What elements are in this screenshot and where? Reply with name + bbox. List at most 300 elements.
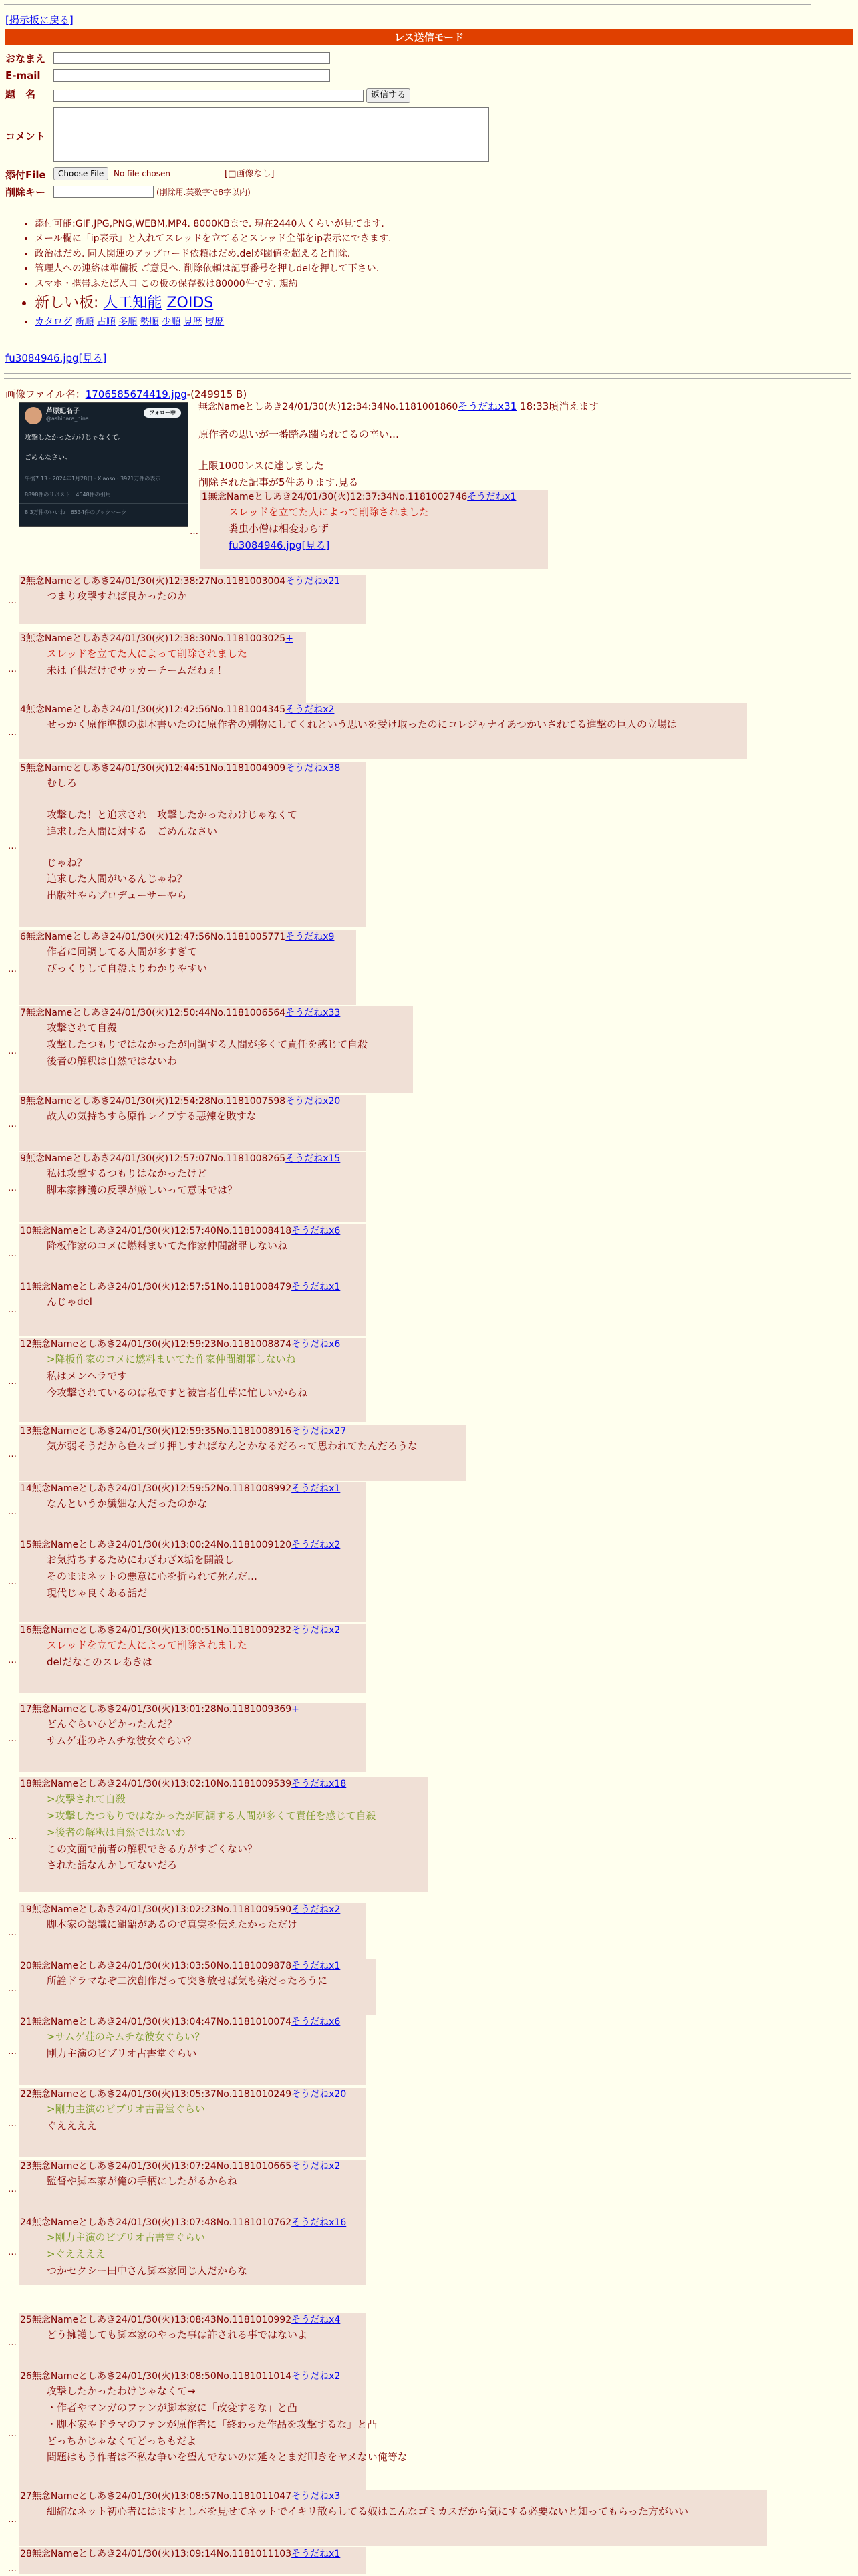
post-meta: 無念Nameとしあき24/01/30(火)13:08:43No.1181010992: [31, 2315, 292, 2325]
post-header: [20, 575, 355, 588]
body-line: 故人の気持ちすら原作レイプする悪辣を敗すな: [47, 1110, 257, 1123]
comment-label: コメント: [5, 130, 46, 142]
post-number: 13: [20, 1426, 32, 1437]
post-header: [20, 2015, 355, 2029]
post-meta: 無念Nameとしあき24/01/30(火)13:09:14No.1181011103: [31, 2549, 292, 2559]
body-line: サムゲ荘のキムチな彼女ぐらい？: [47, 1735, 196, 1747]
sodane-link[interactable]: そうだねx38: [285, 763, 341, 774]
reply-post: [19, 2370, 408, 2495]
post-number: 2: [20, 576, 26, 587]
post-dots: …: [8, 1984, 17, 1994]
body-line: お気持ちするためにわざわざX垢を開設し: [47, 1554, 235, 1566]
sodane-link[interactable]: そうだねx6: [291, 1339, 341, 1350]
post-dots: …: [8, 1832, 17, 1842]
reply-post: [19, 1959, 376, 2015]
post-dots: …: [8, 2429, 17, 2439]
post-meta: 無念Nameとしあき24/01/30(火)12:38:27No.1181003004: [25, 576, 286, 587]
post-body: [20, 1294, 355, 1310]
body-line: 攻撃した！と追求され 攻撃したかったわけじゃなくて: [47, 809, 298, 821]
file-label: 添付File: [5, 169, 46, 181]
sodane-link[interactable]: そうだねx16: [291, 2217, 347, 2228]
body-line: 細縮なネット初心者にはますとし本を見せてネットでイキリ散らしてる奴はこんなゴミカスだから気にする必要ないと知ってもらった方がいい: [47, 2505, 689, 2518]
sodane-link[interactable]: そうだねx9: [285, 932, 335, 942]
post-dots: …: [8, 2047, 17, 2057]
email-label: E-mail: [5, 69, 41, 82]
reply-post: [19, 1006, 413, 1093]
post-header: [20, 2088, 355, 2101]
post-dots: …: [8, 964, 17, 974]
post-body: [20, 1495, 355, 1512]
post-meta: 無念Nameとしあき24/01/30(火)12:54:28No.1181007598: [25, 1096, 286, 1107]
post-body: [20, 1791, 417, 1874]
reply-post: [200, 490, 548, 569]
sodane-link[interactable]: そうだねx2: [291, 2161, 341, 2172]
thumb-name: 芦原妃名子: [46, 408, 80, 415]
post-number: 25: [20, 2315, 32, 2325]
post-dots: …: [8, 1183, 17, 1193]
post-header: [20, 1959, 366, 1973]
post-meta: 無念Nameとしあき24/01/30(火)12:42:56No.1181004345: [25, 704, 286, 715]
op-image-link[interactable]: 1706585674419.jpg: [85, 388, 187, 400]
body-line: 監督や脚本家が俺の手柄にしたがるからね: [47, 2175, 238, 2188]
reply-post: [19, 1903, 366, 1959]
post-body: [20, 2229, 355, 2279]
post-meta: 無念Nameとしあき24/01/30(火)13:07:24No.1181010665: [31, 2161, 292, 2172]
post-number: 22: [20, 2089, 32, 2100]
follow-badge: フォロー中: [144, 408, 181, 418]
post-dots: …: [8, 1377, 17, 1387]
body-line: 出版社やらプロデューサーやら: [47, 889, 187, 902]
body-line: んじゃdel: [47, 1296, 92, 1308]
body-line: 今攻撃されているのは私ですと被害者仕草に忙しいからね: [47, 1386, 308, 1399]
body-line: せっかく原作準拠の脚本書いたのに原作者の別物にしてくれという思いを受け取ったのにコレジャナイあつかいされてる進撃の巨人の立場は: [47, 718, 677, 731]
thumb-divider: [19, 503, 188, 504]
sodane-link[interactable]: そうだねx31: [458, 400, 517, 412]
catalog-links: [35, 315, 391, 329]
post-body: [20, 1716, 355, 1749]
post-dots: …: [8, 1577, 17, 1587]
sodane-link[interactable]: そうだねx27: [291, 1426, 347, 1437]
post-meta: 無念Nameとしあき24/01/30(火)12:59:23No.1181008874: [31, 1339, 292, 1350]
catalog-link[interactable]: 新順: [75, 317, 94, 328]
post-header: [20, 2160, 355, 2173]
post-meta: 無念Nameとしあき24/01/30(火)12:59:52No.1181008992: [31, 1483, 292, 1494]
op-body: [198, 426, 399, 490]
reply-post: [19, 1482, 366, 1538]
expire-text: 18:33頃消えます: [520, 400, 599, 412]
post-number: 28: [20, 2549, 32, 2559]
post-header: [20, 1624, 355, 1637]
reply-post: [19, 1280, 366, 1336]
post-dots: …: [8, 2515, 17, 2525]
sodane-link[interactable]: +: [285, 633, 293, 644]
post-number: 15: [20, 1540, 32, 1550]
body-line: 後者の解釈は自然ではないわ: [47, 1054, 178, 1067]
thumb-line: ごめんなさい。: [25, 454, 72, 462]
post-body: [20, 1637, 355, 1671]
post-body: [20, 1108, 355, 1125]
body-line: 糞虫小僧は相変わらず: [229, 523, 329, 535]
divider: [4, 373, 851, 374]
post-header: [20, 2547, 355, 2561]
body-line: 剛力主演のビブリオ古書堂ぐらい: [47, 2047, 197, 2060]
new-board: [35, 291, 391, 315]
sodane-link[interactable]: そうだねx1: [291, 1483, 341, 1494]
sodane-link[interactable]: そうだねx15: [285, 1153, 341, 1164]
post-number: 9: [20, 1153, 26, 1164]
board-link[interactable]: 人工知能: [103, 294, 162, 311]
body-line: ぐええええ: [47, 2120, 98, 2132]
post-header: [20, 762, 355, 775]
avatar: [25, 407, 42, 424]
post-body: [20, 2029, 355, 2062]
post-header: [20, 1538, 355, 1552]
post-header: [20, 703, 736, 716]
op-header: [198, 400, 599, 414]
reply-post: [19, 1224, 366, 1280]
catalog-link[interactable]: 見歴: [183, 317, 202, 328]
body-line: どっちかじゃなくてどっちもだよ: [47, 2434, 197, 2447]
post-header: [20, 1006, 402, 1020]
post-header: [20, 1703, 355, 1716]
body-line: 脚本家の認識に齟齬があるので真実を伝えたかっただけ: [47, 1918, 298, 1931]
post-number: 26: [20, 2371, 32, 2382]
post-header: [20, 632, 295, 646]
name-input[interactable]: [53, 52, 330, 64]
post-body: [20, 2327, 355, 2343]
reply-post: [19, 632, 306, 703]
reply-post: [19, 2015, 366, 2085]
post-meta: 無念Nameとしあき24/01/30(火)12:38:30No.1181003025: [25, 633, 286, 644]
post-dots: …: [190, 527, 198, 537]
post-body: [20, 2503, 756, 2520]
post-dots: …: [8, 2184, 17, 2194]
post-meta: 無念Nameとしあき24/01/30(火)13:00:24No.1181009120: [31, 1540, 292, 1550]
op-line: 上限1000レスに達しました: [198, 459, 324, 472]
post-header: [20, 2370, 355, 2383]
mode-title-bar: レス送信モード: [5, 29, 853, 45]
post-meta: 無念Nameとしあき24/01/30(火)12:44:51No.1181004909: [25, 763, 286, 774]
post-header: [20, 1152, 355, 1165]
post-body: [20, 646, 295, 679]
sodane-link[interactable]: そうだねx1: [291, 2549, 341, 2559]
comment-textarea[interactable]: [53, 107, 489, 162]
op-thumbnail[interactable]: [19, 402, 188, 527]
post-number: 10: [20, 1226, 32, 1236]
post-meta: 無念Nameとしあき24/01/30(火)12:59:35No.1181008916: [31, 1426, 292, 1437]
post-dots: …: [8, 664, 17, 674]
post-header: [20, 1224, 355, 1238]
quote-line: >降板作家のコメに燃料まいてた作家仲間謝罪しないね: [47, 1353, 296, 1366]
quote-line: >ぐええええ: [47, 2248, 106, 2261]
post-dots: …: [8, 1928, 17, 1938]
reply-post: [19, 1624, 366, 1693]
sodane-link[interactable]: そうだねx33: [285, 1008, 341, 1018]
body-line: どう擁護しても脚本家のやった事は許される事ではないよ: [47, 2329, 308, 2341]
quote-line: >剛力主演のビブリオ古書堂ぐらい: [47, 2103, 205, 2116]
post-header: [20, 1482, 355, 1495]
post-meta: 無念Nameとしあき24/01/30(火)13:08:57No.1181011047: [31, 2491, 292, 2502]
post-body: [20, 1438, 456, 1455]
post-meta: 無念Nameとしあき24/01/30(火)13:03:50No.1181009878: [31, 1961, 292, 1971]
note-item: • 添付可能:GIF,JPG,PNG,WEBM,MP4. 8000KBまで. 現在2440人くらいが見てます.: [35, 217, 391, 231]
body-line: 私はメンヘラです: [47, 1370, 128, 1383]
post-header: [202, 490, 537, 504]
post-header: [20, 930, 345, 944]
reply-post: [19, 575, 366, 624]
reply-post: [19, 1338, 366, 1422]
body-line: つまり攻撃すれば良かったのか: [47, 590, 188, 603]
op-line: [198, 443, 399, 458]
post-meta: 無念Nameとしあき24/01/30(火)12:37:34No.1181002746: [207, 492, 468, 503]
body-line: 脚本家擁護の反撃が厳しいって意味では？: [47, 1184, 238, 1197]
sodane-link[interactable]: そうだねx21: [285, 576, 341, 587]
post-dots: …: [8, 841, 17, 851]
body-line: 作者に同調してる人間が多すぎて: [47, 946, 198, 958]
post-number: 17: [20, 1704, 32, 1715]
delkey-input[interactable]: [53, 186, 154, 198]
new-board-label: 新しい板:: [35, 294, 99, 311]
quote-line: >後者の解釈は自然ではないわ: [47, 1826, 186, 1838]
post-body: [20, 716, 736, 733]
body-line: じゃね？: [47, 856, 88, 869]
email-input[interactable]: [53, 69, 330, 82]
catalog-link[interactable]: 古順: [96, 317, 116, 328]
sodane-link[interactable]: そうだねx20: [285, 1096, 341, 1107]
post-meta: 無念Nameとしあき24/01/30(火)13:05:37No.1181010249: [31, 2089, 292, 2100]
post-number: 3: [20, 633, 26, 644]
sodane-link[interactable]: そうだねx3: [291, 2491, 341, 2502]
post-meta: 無念Nameとしあき24/01/30(火)13:07:48No.1181010762: [31, 2217, 292, 2228]
body-line: 問題はもう作者は不私な争いを望んでないのに延々とまだ叩きをヤメない俺等な: [47, 2451, 408, 2464]
post-body: [20, 1973, 366, 1989]
post-meta: 無念Nameとしあき24/01/30(火)12:47:56No.1181005771: [25, 932, 286, 942]
body-line: 追求した人間に対する ごめんなさい: [47, 825, 218, 837]
post-dots: …: [8, 1305, 17, 1315]
reply-post: [19, 2490, 767, 2546]
post-body: [20, 2101, 355, 2134]
post-dots: …: [8, 1046, 17, 1056]
post-header: [20, 1338, 355, 1351]
post-header: [20, 1095, 355, 1108]
reply-post: [19, 703, 747, 759]
post-number: 23: [20, 2161, 32, 2172]
post-number: 4: [20, 704, 26, 715]
no-image-checkbox[interactable]: [□画像なし]: [225, 169, 275, 179]
choose-file-button[interactable]: Choose File: [53, 167, 108, 180]
reply-post: [19, 1777, 428, 1892]
post-dots: …: [8, 1655, 17, 1665]
post-body: [20, 1165, 355, 1199]
reply-post: [19, 1425, 466, 1481]
body-line: 未は子供だけでサッカーチームだねぇ！: [47, 664, 227, 677]
body-line: 攻撃されて自殺: [47, 1022, 118, 1034]
post-header: [20, 1280, 355, 1294]
post-dots: …: [8, 2338, 17, 2348]
back-link[interactable]: [掲示板に戻る]: [5, 14, 74, 26]
sodane-link[interactable]: そうだねx1: [467, 492, 517, 503]
op-line: 削除された記事が5件あります.見る: [198, 476, 359, 488]
deleted-notice: スレッドを立てた人によって削除されました: [47, 1639, 247, 1652]
post-body: [20, 1552, 355, 1601]
post-number: 11: [20, 1282, 32, 1292]
deleted-notice: スレッドを立てた人によって削除されました: [47, 648, 247, 660]
sodane-link[interactable]: そうだねx2: [291, 2371, 341, 2382]
reply-post: [19, 2313, 366, 2370]
post-dots: …: [8, 2119, 17, 2129]
post-number: 20: [20, 1961, 32, 1971]
post-body: [20, 944, 345, 977]
deleted-notice: スレッドを立てた人によって削除されました: [229, 506, 429, 519]
subject-input[interactable]: [53, 90, 364, 102]
post-dots: …: [8, 596, 17, 606]
body-line: 私は攻撃するつもりはなかったけど: [47, 1167, 207, 1180]
reply-post: [19, 2088, 366, 2157]
note-item: • スマホ・携帯ふたば入口 この板の保存数は80000件です. 規約: [35, 277, 391, 291]
catalog-link[interactable]: カタログ: [35, 317, 72, 328]
post-body: [20, 1238, 355, 1254]
thumb-stats: 8898件のリポスト 4548件の引用: [25, 492, 111, 498]
reply-post: [19, 1095, 366, 1151]
sodane-link[interactable]: そうだねx2: [291, 1625, 341, 1636]
sodane-link[interactable]: +: [291, 1704, 299, 1715]
note-item: • 政治はだめ. 同人関連のアップロード依頼はだめ.delが閾値を超えると削除.: [35, 247, 391, 261]
post-number: 24: [20, 2217, 32, 2228]
sodane-link[interactable]: そうだねx4: [291, 2315, 341, 2325]
op-image-label: 画像ファイル名：: [5, 388, 86, 400]
body-line: 追求した人間がいるんじゃね？: [47, 873, 188, 885]
post-body: [20, 1916, 355, 1933]
sodane-link[interactable]: そうだねx6: [291, 2017, 341, 2027]
post-meta: 無念Nameとしあき24/01/30(火)13:00:51No.1181009232: [31, 1625, 292, 1636]
body-line: delだなこのスレあきは: [47, 1656, 152, 1669]
post-dots: …: [8, 1507, 17, 1517]
sodane-link[interactable]: そうだねx1: [291, 1282, 341, 1292]
reply-post: [19, 1538, 366, 1622]
post-dots: …: [8, 728, 17, 738]
subject-label: 題 名: [5, 88, 36, 100]
post-number: 1: [202, 492, 208, 503]
note-item: • メール欄に「ip表示」と入れてスレッドを立てるとスレッド全部をip表示にできます.: [35, 231, 391, 246]
reply-post: [19, 2547, 366, 2574]
post-dots: …: [8, 1249, 17, 1259]
body-line: 現代じゃ良くある話だ: [47, 1586, 148, 1599]
top-divider: [4, 4, 811, 5]
sodane-link[interactable]: そうだねx20: [291, 2089, 347, 2100]
sodane-link[interactable]: そうだねx2: [291, 1904, 341, 1915]
reply-post: [19, 762, 366, 927]
post-dots: …: [8, 2564, 17, 2574]
file-status: No file chosen: [114, 169, 171, 178]
reply-post: [19, 1703, 366, 1772]
catalog-link[interactable]: 多順: [118, 317, 138, 328]
reply-post: [19, 2160, 366, 2216]
thumb-line: 攻撃したかったわけじゃなくて。: [25, 434, 125, 442]
body-line: びっくりして自殺よりわかりやすい: [47, 962, 208, 975]
notes-list: [20, 217, 391, 330]
body-line: つかセクシー田中さん脚本家同じ人だからな: [47, 2264, 248, 2277]
divider: [4, 378, 851, 379]
catalog-link[interactable]: 履歴: [205, 317, 225, 328]
post-meta: 無念Nameとしあき24/01/30(火)13:02:10No.1181009539: [31, 1779, 292, 1790]
thumb-handle: @ashihara_hina: [46, 416, 89, 422]
quote-line: >剛力主演のビブリオ古書堂ぐらい: [47, 2231, 205, 2244]
post-header: [20, 1903, 355, 1916]
post-number: 6: [20, 932, 26, 942]
post-header: [20, 1425, 456, 1438]
body-line: ・作者やマンガのファンが脚本家に「改変するな」と凸: [47, 2402, 297, 2414]
post-number: 7: [20, 1008, 26, 1018]
post-body: [202, 504, 537, 553]
board-link[interactable]: ZOIDS: [166, 294, 214, 311]
post-body: [20, 2383, 408, 2466]
sodane-link[interactable]: そうだねx2: [285, 704, 335, 715]
delkey-note: (削除用.英数字で8字以内): [156, 188, 251, 197]
sodane-link[interactable]: そうだねx1: [291, 1961, 341, 1971]
post-meta: 無念Nameとしあき24/01/30(火)12:57:40No.1181008418: [31, 1226, 292, 1236]
post-number: 16: [20, 1625, 32, 1636]
post-meta: 無念Nameとしあき24/01/30(火)13:04:47No.1181010074: [31, 2017, 292, 2027]
body-line: 攻撃したかったわけじゃなくて→: [47, 2385, 196, 2398]
post-meta: 無念Nameとしあき24/01/30(火)13:02:23No.1181009590: [31, 1904, 292, 1915]
thumb-stats: 8.3万件のいいね 6534件のブックマーク: [25, 509, 127, 515]
reply-post: [19, 2216, 366, 2285]
post-header: [20, 2313, 355, 2327]
post-body: [20, 775, 355, 904]
file-link[interactable]: fu3084946.jpg[見る]: [229, 539, 330, 551]
post-number: 18: [20, 1779, 32, 1790]
file-link[interactable]: fu3084946.jpg[見る]: [5, 352, 107, 364]
op-line: 原作者の思いが一番踏み躙られてるの辛い…: [198, 428, 400, 440]
reply-post: [19, 930, 356, 1005]
catalog-link[interactable]: 少順: [162, 317, 181, 328]
submit-button[interactable]: 返信する: [366, 88, 410, 103]
quote-line: >攻撃したつもりではなかったが同調する人間が多くて責任を感じて自殺: [47, 1810, 376, 1822]
post-dots: …: [8, 1119, 17, 1129]
post-header: [20, 2490, 756, 2503]
body-line: [47, 792, 355, 807]
post-body: [20, 1351, 355, 1401]
catalog-link[interactable]: 勢順: [140, 317, 159, 328]
sodane-link[interactable]: そうだねx6: [291, 1226, 341, 1236]
post-header: [20, 1777, 417, 1791]
sodane-link[interactable]: そうだねx18: [291, 1779, 347, 1790]
body-line: ・脚本家やドラマのファンが原作者に「終わった作品を攻撃するな」と凸: [47, 2418, 378, 2430]
sodane-link[interactable]: そうだねx2: [291, 1540, 341, 1550]
post-number: 21: [20, 2017, 32, 2027]
post-body: [20, 1020, 402, 1069]
post-dots: …: [8, 1734, 17, 1744]
body-line: なんというか繊細な人だったのかな: [47, 1497, 208, 1510]
post-number: 12: [20, 1339, 32, 1350]
body-line: この文面で前者の解釈できる方がすごくない？: [47, 1842, 258, 1855]
delkey-label: 削除キー: [5, 186, 46, 198]
body-line: 攻撃したつもりではなかったが同調する人間が多くて責任を感じて自殺: [47, 1038, 368, 1051]
body-line: どんぐらいひどかったんだ？: [47, 1718, 178, 1731]
quote-line: >サムゲ荘のキムチな彼女ぐらい？: [47, 2031, 205, 2043]
post-header: [20, 2216, 355, 2229]
body-line: [47, 840, 355, 855]
post-number: 27: [20, 2491, 32, 2502]
body-line: 所詮ドラマなぞ二次創作だって突き放せば気も楽だったろうに: [47, 1975, 328, 1987]
thumb-meta: 午後7:13 · 2024年1月28日 · Xiaoso · 3971万件の表示: [25, 476, 161, 482]
post-dots: …: [8, 1449, 17, 1459]
quote-line: >攻撃されて自殺: [47, 1793, 126, 1806]
post-number: 5: [20, 763, 26, 774]
reply-post: [19, 1152, 366, 1222]
body-line: 降板作家のコメに燃料まいてた作家仲間謝罪しないね: [47, 1240, 288, 1252]
post-body: [20, 588, 355, 605]
